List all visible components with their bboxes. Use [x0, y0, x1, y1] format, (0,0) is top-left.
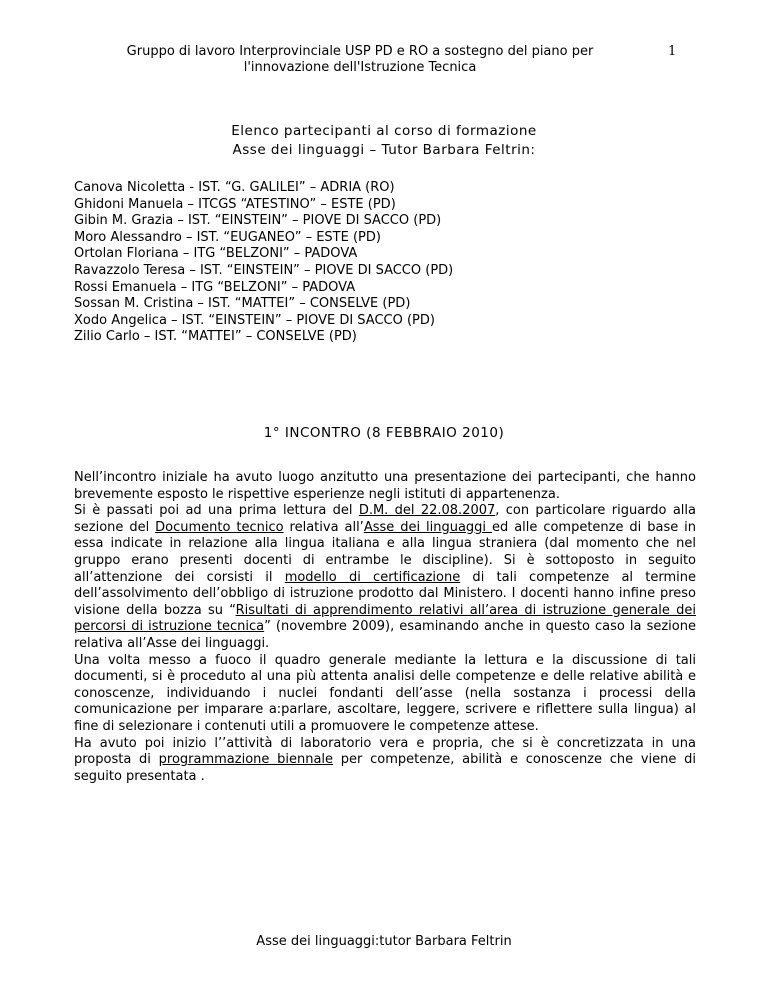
list-item: Ghidoni Manuela – ITCGS “ATESTINO” – ESTE (PD) — [74, 196, 396, 212]
header-line-2: l'innovazione dell'Istruzione Tecnica — [243, 60, 477, 75]
text-run: per competenze, abilità e conoscenze che viene di seguito presentata . — [74, 752, 696, 784]
list-item: Canova Nicoletta - IST. “G. GALILEI” – ADRIA (RO) — [74, 180, 395, 195]
participant-list — [74, 180, 694, 346]
list-item: Sossan M. Cristina – IST. “MATTEI” – CONSELVE (PD) — [74, 296, 411, 312]
text-run: ” (novembre 2009), esaminando anche in questo caso la sezione relativa all’Asse dei linguaggi. — [74, 619, 696, 651]
paragraph-analysis: Una volta messo a fuoco il quadro generale mediante la lettura e la discussione di tali documenti, si è proceduto al una più attenta analisi delle competenze e delle relative abilità e conoscenze, individuando i nuclei fondanti dell’asse (nella sostanza i processi della comunicazione per imparare a:parlare, ascoltare, leggere, scrivere e riflettere sulla lingua) al fine di selezionare i contenuti utili a promuovere le competenze attese. — [74, 652, 696, 734]
documento-tecnico-link[interactable]: Documento tecnico — [155, 519, 284, 535]
page-header — [100, 44, 620, 76]
text-run: , con particolare riguardo alla sezione del — [74, 503, 696, 535]
asse-linguaggi-link[interactable]: Asse dei linguaggi — [363, 519, 492, 535]
list-item: Ortolan Floriana – ITG “BELZONI” – PADOVA — [74, 246, 358, 262]
text-run: Si è passati poi ad una prima lettura del — [74, 503, 359, 519]
list-item: Zilio Carlo – IST. “MATTEI” – CONSELVE (PD) — [74, 329, 357, 345]
page-footer: Asse dei linguaggi:tutor Barbara Feltrin — [256, 934, 512, 949]
list-item: Moro Alessandro – IST. “EUGANEO” – ESTE (PD) — [74, 229, 381, 245]
list-item: Ravazzolo Teresa – IST. “EINSTEIN” – PIOVE DI SACCO (PD) — [74, 262, 454, 278]
text-run: di tali competenze al termine dell’assolvimento dell’obbligo di istruzione prodotto dal Ministero. I docenti hanno infine preso visione della bozza su “ — [74, 569, 696, 618]
risultati-apprendimento-link[interactable]: Risultati di apprendimento relativi all’area di istruzione generale dei percorsi di istruzione tecnica — [74, 602, 696, 635]
dm-link[interactable]: D.M. del 22.08.2007 — [358, 503, 496, 519]
list-item: Rossi Emanuela – ITG “BELZONI” – PADOVA — [74, 279, 356, 295]
text-run: relativa all’ — [283, 519, 364, 535]
list-item: Gibin M. Grazia – IST. “EINSTEIN” – PIOVE DI SACCO (PD) — [74, 213, 442, 229]
title-line-2: Asse dei linguaggi – Tutor Barbara Feltrin: — [232, 142, 536, 158]
document-title — [0, 122, 768, 160]
meeting-heading: 1° INCONTRO (8 FEBBRAIO 2010) — [263, 425, 505, 441]
body-text — [74, 470, 696, 785]
page-number: 1 — [668, 44, 677, 59]
header-line-1: Gruppo di lavoro Interprovinciale USP PD e RO a sostegno del piano per — [126, 44, 594, 59]
list-item: Xodo Angelica – IST. “EINSTEIN” – PIOVE DI SACCO (PD) — [74, 312, 435, 328]
title-line-1: Elenco partecipanti al corso di formazione — [231, 123, 537, 139]
paragraph-documents — [74, 503, 696, 652]
text-run: Ha avuto poi inizio l’’attività di laboratorio vera e propria, che si è concretizzata in una proposta di — [74, 735, 696, 768]
modello-certificazione-link[interactable]: modello di certificazione — [284, 569, 461, 585]
text-run: ed alle competenze di base in essa indicate in relazione alla lingua italiana e alla lingua straniera (dal momento che nel gruppo erano presenti docenti di entrambe le discipline). Si è sottoposto in seguito all’attenzione dei corsisti il — [74, 519, 697, 585]
paragraph-intro: Nell’incontro iniziale ha avuto luogo anzitutto una presentazione dei partecipanti, che hanno brevemente esposto le rispettive esperienze negli istituti di appartenenza. — [74, 470, 696, 502]
programmazione-biennale-link[interactable]: programmazione biennale — [158, 752, 334, 768]
paragraph-laboratory — [74, 736, 696, 786]
